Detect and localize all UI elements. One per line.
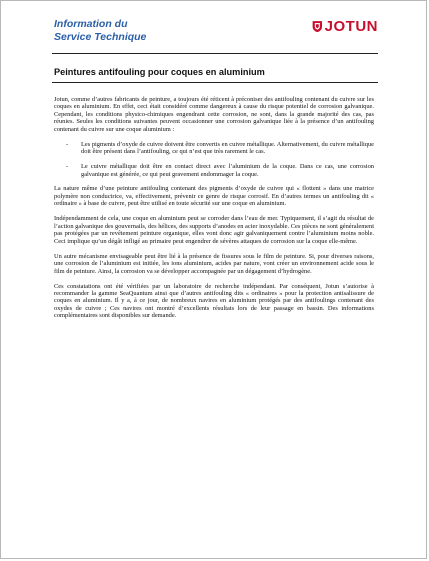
header-line-2: Service Technique	[54, 31, 147, 43]
header-title	[54, 18, 146, 44]
list-item: - Les pigments d’oxyde de cuivre doivent être convertis en cuivre métallique. Alternativement, du cuivre métallique doit être présent dans l’antifouling, ce qui n’est que très rarement le cas.	[66, 140, 374, 156]
title-divider	[52, 82, 378, 83]
bullet-text: Le cuivre métallique doit être en contact direct avec l’aluminium de la coque. Dans ce cas, une corrosion galvanique est générée, ce qui peut gravement endommager la coque.	[81, 163, 374, 178]
list-item: - Le cuivre métallique doit être en contact direct avec l’aluminium de la coque. Dans ce cas, une corrosion galvanique est générée, ce qui peut gravement endommager la coque.	[66, 163, 374, 178]
logo-wordmark: JOTUN	[324, 18, 378, 35]
jotun-logo	[312, 16, 378, 37]
jotun-logo-icon	[312, 17, 323, 36]
bullet-text: Les pigments d’oxyde de cuivre doivent être convertis en cuivre métallique. Alternativement, du cuivre métallique doit être présent dans l’antifouling, ce qui n’est que très rarement le cas.	[81, 140, 374, 156]
paragraph: Un autre mécanisme envisageable peut être lié à la présence de fissures sous le film de peinture. Si, pour diverses raisons, une corrosion de l’aluminium est initiée, les ions aluminium, acides par nature, vont créer un environnement acide sous le film de peinture. Ainsi, la corrosion va se développer accompagnée par un dégagement d’hydrogène.	[54, 252, 374, 275]
paragraph-intro: Jotun, comme d’autres fabricants de peinture, a toujours été réticent à préconiser des antifouling contenant du cuivre sur les coques en aluminium. En effet, ceci était considéré comme dangereux à cause du risque potentiel de corrosion galvanique. Cependant, les conditions physico-chimiques engendrant cette corrosion, ne sont, dans la grande majorité des cas, pas réunies. Seules les conditions suivantes peuvent occasionner une corrosion galvanique liée à la présence d’un antifouling contenant du cuivre sur une coque aluminium :	[54, 96, 374, 133]
conditions-list	[54, 141, 374, 178]
header-divider	[52, 53, 378, 54]
paragraph: Indépendamment de cela, une coque en aluminium peut se corroder dans l’eau de mer. Typiquement, il s’agit du résultat de l’action galvanique des gouvernails, des hélices, des supports d’anodes en acier inoxydable. Ces pièces ne sont généralement pas protégées par un revêtement peinture organique, elles vont donc agir galvaniquement contre l’aluminium moins noble. Ceci implique qu’un dégât infligé au primaire peut engendrer de sévères attaques de corrosion sur la coque elle-même.	[54, 215, 374, 245]
header-line-1: Information du	[54, 18, 128, 30]
paragraph: Ces constatations ont été vérifiées par un laboratoire de recherche indépendant. Par conséquent, Jotun s’autorise à recommander la gamme SeaQuantum ainsi que d’autres antifouling dits « ordinaires » pour la protection antisalissure de coques en aluminium. Il y a, à ce jour, de nombreux navires en aluminium protégés par des antifoulings contenant des oxydes de cuivre ; Ces navires ont montré d’excellents résultats lors de leur passage en bassin. Des informations complémentaires sont disponibles sur demande.	[54, 282, 374, 320]
document-title: Peintures antifouling pour coques en aluminium	[54, 67, 265, 77]
paragraph: La nature même d’une peinture antifouling contenant des pigments d’oxyde de cuivre qui « flottent » dans une matrice polymère non conductrice, va, effectivement, prévenir ce genre de risque corrosif. En d’autres termes un antifouling dit « ordinaire » à base de cuivre, peut être utilisé en toute sécurité sur une coque en aluminium.	[54, 185, 374, 208]
document-body	[54, 96, 374, 327]
